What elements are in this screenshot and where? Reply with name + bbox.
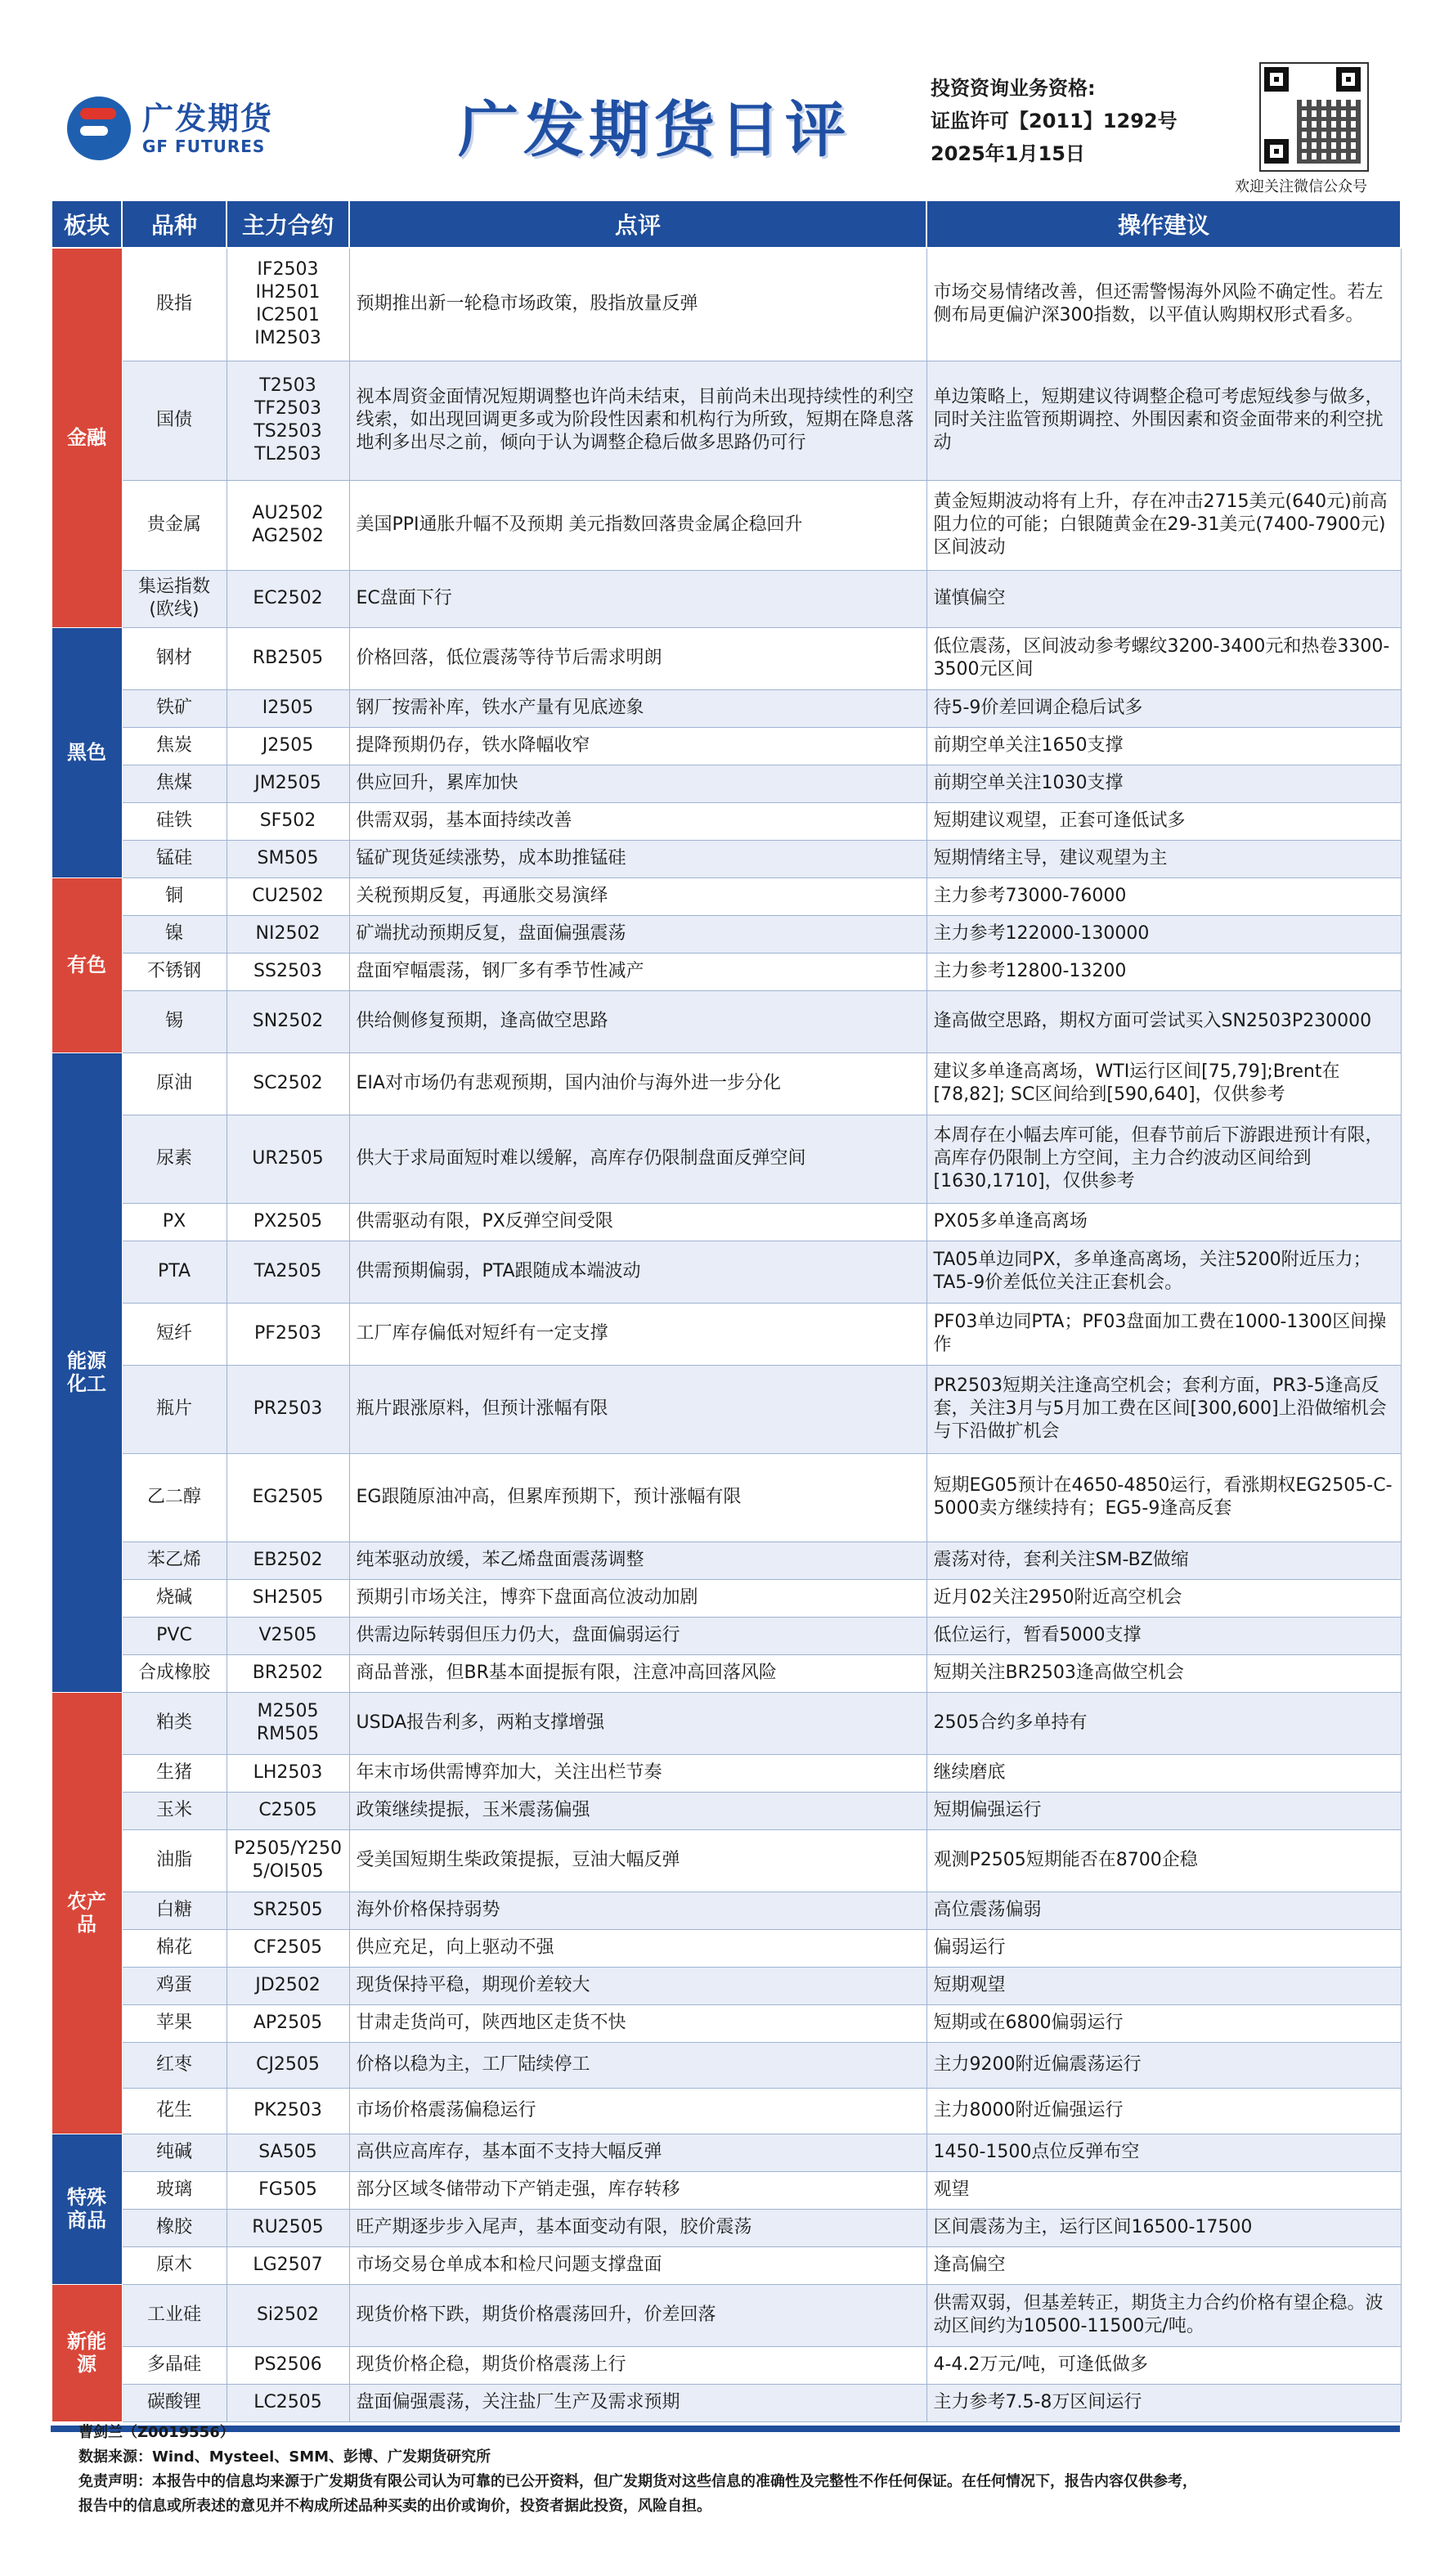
author: 曹剑兰（Z0019556） <box>79 2424 235 2441</box>
advice-cell: PX05多单逢高离场 <box>926 1203 1401 1241</box>
product-cell: 钢材 <box>122 627 227 689</box>
contract-cell: RU2505 <box>227 2209 349 2246</box>
product-cell: PVC <box>122 1617 227 1654</box>
header-comment: 点评 <box>349 200 926 248</box>
table-row <box>52 1453 1401 1542</box>
qr-code-icon <box>1259 62 1369 172</box>
advice-cell: 逢高偏空 <box>926 2246 1401 2284</box>
product-cell: 焦炭 <box>122 727 227 765</box>
advice-cell: PR2503短期关注逢高空机会；套利方面，PR3-5逢高反套，关注3月与5月加工费在区间[300,600]上沿做缩机会与下沿做扩机会 <box>926 1365 1401 1453</box>
comment-cell: EG跟随原油冲高，但累库预期下，预计涨幅有限 <box>349 1453 926 1542</box>
license-number: 证监许可【2011】1292号 <box>931 110 1178 132</box>
product-cell: 苯乙烯 <box>122 1542 227 1579</box>
comment-cell: 供大于求局面短时难以缓解，高库存仍限制盘面反弹空间 <box>349 1115 926 1203</box>
contract-cell: EC2502 <box>227 570 349 627</box>
qualification-info <box>931 72 1178 170</box>
contract-cell: CU2502 <box>227 877 349 915</box>
contract-cell: P2505/Y2505/OI505 <box>227 1829 349 1892</box>
table-row <box>52 765 1401 802</box>
contract-cell: CF2505 <box>227 1929 349 1967</box>
comment-cell: 现货保持平稳，期现价差较大 <box>349 1967 926 2004</box>
sector-label: 农产品 <box>52 1692 122 2134</box>
qualification-line: 投资资询业务资格: <box>931 77 1096 100</box>
report-date: 2025年1月15日 <box>931 142 1085 165</box>
comment-cell: 商品普涨，但BR基本面提振有限，注意冲高回落风险 <box>349 1654 926 1692</box>
product-cell: 铜 <box>122 877 227 915</box>
contract-cell: EB2502 <box>227 1542 349 1579</box>
advice-cell: 低位运行，暂看5000支撑 <box>926 1617 1401 1654</box>
product-cell: 粕类 <box>122 1692 227 1754</box>
product-cell: 鸡蛋 <box>122 1967 227 2004</box>
advice-cell: 短期情绪主导，建议观望为主 <box>926 840 1401 877</box>
table-row <box>52 802 1401 840</box>
table-row <box>52 1829 1401 1892</box>
advice-cell: 2505合约多单持有 <box>926 1692 1401 1754</box>
comment-cell: 价格回落，低位震荡等待节后需求明朗 <box>349 627 926 689</box>
comment-cell: USDA报告利多，两粕支撑增强 <box>349 1692 926 1754</box>
advice-cell: 供需双弱，但基差转正，期货主力合约价格有望企稳。波动区间约为10500-11500元/吨。 <box>926 2284 1401 2346</box>
comment-cell: 部分区域冬储带动下产销走强，库存转移 <box>349 2171 926 2209</box>
product-cell: 橡胶 <box>122 2209 227 2246</box>
table-row <box>52 361 1401 480</box>
product-cell: 玻璃 <box>122 2171 227 2209</box>
advice-cell: 本周存在小幅去库可能，但春节前后下游跟进预计有限，高库存仍限制上方空间，主力合约波动区间给到[1630,1710]，仅供参考 <box>926 1115 1401 1203</box>
product-cell: 锡 <box>122 990 227 1052</box>
product-cell: 生猪 <box>122 1754 227 1792</box>
contract-cell: SR2505 <box>227 1892 349 1929</box>
product-cell: 苹果 <box>122 2004 227 2042</box>
table-row <box>52 2004 1401 2042</box>
contract-cell: JM2505 <box>227 765 349 802</box>
comment-cell: 关税预期反复，再通胀交易演绎 <box>349 877 926 915</box>
advice-cell: 黄金短期波动将有上升，存在冲击2715美元(640元)前高阻力位的可能；白银随黄金在29-31美元(7400-7900元)区间波动 <box>926 480 1401 570</box>
advice-cell: 4-4.2万元/吨，可逢低做多 <box>926 2346 1401 2384</box>
qr-caption: 欢迎关注微信公众号 <box>1235 178 1367 195</box>
table-row <box>52 1929 1401 1967</box>
advice-cell: PF03单边同PTA；PF03盘面加工费在1000-1300区间操作 <box>926 1303 1401 1365</box>
contract-cell: AU2502 AG2502 <box>227 480 349 570</box>
advice-cell: 主力9200附近偏震荡运行 <box>926 2042 1401 2088</box>
contract-cell: M2505 RM505 <box>227 1692 349 1754</box>
table-row <box>52 2246 1401 2284</box>
comment-cell: 供需驱动有限，PX反弹空间受限 <box>349 1203 926 1241</box>
product-cell: 国债 <box>122 361 227 480</box>
table-row <box>52 1365 1401 1453</box>
contract-cell: PS2506 <box>227 2346 349 2384</box>
table-row <box>52 627 1401 689</box>
comment-cell: 供应回升，累库加快 <box>349 765 926 802</box>
product-cell: 碳酸锂 <box>122 2384 227 2421</box>
table-row <box>52 877 1401 915</box>
product-cell: 棉花 <box>122 1929 227 1967</box>
table-row <box>52 2346 1401 2384</box>
contract-cell: PX2505 <box>227 1203 349 1241</box>
product-cell: 花生 <box>122 2088 227 2134</box>
comment-cell: 视本周资金面情况短期调整也许尚未结束，目前尚未出现持续性的利空线索，如出现回调更多或为阶段性因素和机构行为所致，短期在降息落地利多出尽之前，倾向于认为调整企稳后做多思路仍可行 <box>349 361 926 480</box>
product-cell: 工业硅 <box>122 2284 227 2346</box>
contract-cell: LG2507 <box>227 2246 349 2284</box>
advice-cell: 低位震荡，区间波动参考螺纹3200-3400元和热卷3300-3500元区间 <box>926 627 1401 689</box>
comment-cell: 年末市场供需博弈加大，关注出栏节奏 <box>349 1754 926 1792</box>
comment-cell: 现货价格下跌，期货价格震荡回升，价差回落 <box>349 2284 926 2346</box>
product-cell: 硅铁 <box>122 802 227 840</box>
contract-cell: AP2505 <box>227 2004 349 2042</box>
comment-cell: 预期推出新一轮稳市场政策，股指放量反弹 <box>349 248 926 361</box>
contract-cell: UR2505 <box>227 1115 349 1203</box>
advice-cell: 逢高做空思路，期权方面可尝试买入SN2503P230000 <box>926 990 1401 1052</box>
advice-cell: 短期EG05预计在4650-4850运行，看涨期权EG2505-C-5000卖方继续持有；EG5-9逢高反套 <box>926 1453 1401 1542</box>
product-cell: 合成橡胶 <box>122 1654 227 1692</box>
comment-cell: 受美国短期生柴政策提振，豆油大幅反弹 <box>349 1829 926 1892</box>
comment-cell: 钢厂按需补库，铁水产量有见底迹象 <box>349 689 926 727</box>
table-row <box>52 840 1401 877</box>
contract-cell: C2505 <box>227 1792 349 1829</box>
table-row <box>52 1967 1401 2004</box>
table-row <box>52 1692 1401 1754</box>
table-row <box>52 990 1401 1052</box>
advice-cell: 前期空单关注1030支撑 <box>926 765 1401 802</box>
advice-cell: 近月02关注2950附近高空机会 <box>926 1579 1401 1617</box>
comment-cell: 供需边际转弱但压力仍大，盘面偏弱运行 <box>349 1617 926 1654</box>
table-row <box>52 2384 1401 2421</box>
comment-cell: 提降预期仍存，铁水降幅收窄 <box>349 727 926 765</box>
advice-cell: 主力参考12800-13200 <box>926 953 1401 990</box>
contract-cell: CJ2505 <box>227 2042 349 2088</box>
advice-cell: 单边策略上，短期建议待调整企稳可考虑短线参与做多，同时关注监管预期调控、外围因素和资金面带来的利空扰动 <box>926 361 1401 480</box>
product-cell: 多晶硅 <box>122 2346 227 2384</box>
header-contract: 主力合约 <box>227 200 349 248</box>
contract-cell: T2503 TF2503 TS2503 TL2503 <box>227 361 349 480</box>
page-title: 广发期货日评 <box>458 95 850 165</box>
comment-cell: 美国PPI通胀升幅不及预期 美元指数回落贵金属企稳回升 <box>349 480 926 570</box>
product-cell: 白糖 <box>122 1892 227 1929</box>
table-row <box>52 1654 1401 1692</box>
product-cell: 短纤 <box>122 1303 227 1365</box>
product-cell: 纯碱 <box>122 2134 227 2171</box>
contract-cell: SM505 <box>227 840 349 877</box>
table-row <box>52 1542 1401 1579</box>
product-cell: PTA <box>122 1241 227 1303</box>
product-cell: 不锈钢 <box>122 953 227 990</box>
comment-cell: 市场价格震荡偏稳运行 <box>349 2088 926 2134</box>
disclaimer-line-1: 免责声明：本报告中的信息均来源于广发期货有限公司认为可靠的已公开资料，但广发期货对这些信息的准确性及完整性不作任何保证。在任何情况下，报告内容仅供参考， <box>79 2473 1197 2490</box>
advice-cell: 短期观望 <box>926 1967 1401 2004</box>
product-cell: 乙二醇 <box>122 1453 227 1542</box>
contract-cell: LH2503 <box>227 1754 349 1792</box>
advice-cell: 市场交易情绪改善，但还需警惕海外风险不确定性。若左侧布局更偏沪深300指数，以平值认购期权形式看多。 <box>926 248 1401 361</box>
comment-cell: 政策继续提振，玉米震荡偏强 <box>349 1792 926 1829</box>
table-row <box>52 915 1401 953</box>
product-cell: PX <box>122 1203 227 1241</box>
comment-cell: 海外价格保持弱势 <box>349 1892 926 1929</box>
product-cell: 集运指数 (欧线) <box>122 570 227 627</box>
comment-cell: 预期引市场关注，博弈下盘面高位波动加剧 <box>349 1579 926 1617</box>
comment-cell: 高供应高库存，基本面不支持大幅反弹 <box>349 2134 926 2171</box>
sector-label: 金融 <box>52 248 122 627</box>
comment-cell: 供需预期偏弱，PTA跟随成本端波动 <box>349 1241 926 1303</box>
sector-label: 有色 <box>52 877 122 1052</box>
table-row <box>52 2134 1401 2171</box>
contract-cell: FG505 <box>227 2171 349 2209</box>
table-row <box>52 248 1401 361</box>
comment-cell: 盘面窄幅震荡，钢厂多有季节性减产 <box>349 953 926 990</box>
data-source: 数据来源：Wind、Mysteel、SMM、彭博、广发期货研究所 <box>79 2448 491 2466</box>
advice-cell: 谨慎偏空 <box>926 570 1401 627</box>
comment-cell: 现货价格企稳，期货价格震荡上行 <box>349 2346 926 2384</box>
logo-english-name: GF FUTURES <box>142 137 266 156</box>
sector-label: 能源 化工 <box>52 1052 122 1692</box>
table-row <box>52 727 1401 765</box>
table-row <box>52 1754 1401 1792</box>
contract-cell: SF502 <box>227 802 349 840</box>
product-cell: 焦煤 <box>122 765 227 802</box>
comment-cell: EC盘面下行 <box>349 570 926 627</box>
contract-cell: LC2505 <box>227 2384 349 2421</box>
comment-cell: 工厂库存偏低对短纤有一定支撑 <box>349 1303 926 1365</box>
comment-cell: 价格以稳为主，工厂陆续停工 <box>349 2042 926 2088</box>
product-cell: 尿素 <box>122 1115 227 1203</box>
disclaimer-line-2: 报告中的信息或所表述的意见并不构成所述品种买卖的出价或询价，投资者据此投资，风险自担。 <box>79 2497 711 2515</box>
sector-label: 黑色 <box>52 627 122 877</box>
report-header <box>0 0 1449 196</box>
product-cell: 原木 <box>122 2246 227 2284</box>
contract-cell: NI2502 <box>227 915 349 953</box>
advice-cell: 建议多单逢高离场，WTI运行区间[75,79];Brent在[78,82]; SC区间给到[590,640]，仅供参考 <box>926 1052 1401 1115</box>
product-cell: 铁矿 <box>122 689 227 727</box>
table-row <box>52 2042 1401 2088</box>
advice-cell: 高位震荡偏弱 <box>926 1892 1401 1929</box>
logo-chinese-name: 广发期货 <box>142 101 274 137</box>
table-row <box>52 689 1401 727</box>
header-sector: 板块 <box>52 200 122 248</box>
advice-cell: 主力参考122000-130000 <box>926 915 1401 953</box>
contract-cell: SC2502 <box>227 1052 349 1115</box>
advice-cell: 继续磨底 <box>926 1754 1401 1792</box>
contract-cell: JD2502 <box>227 1967 349 2004</box>
advice-cell: 短期或在6800偏弱运行 <box>926 2004 1401 2042</box>
table-row <box>52 953 1401 990</box>
comment-cell: 矿端扰动预期反复，盘面偏强震荡 <box>349 915 926 953</box>
comment-cell: 盘面偏强震荡，关注盐厂生产及需求预期 <box>349 2384 926 2421</box>
comment-cell: 供应充足，向上驱动不强 <box>349 1929 926 1967</box>
comment-cell: EIA对市场仍有悲观预期，国内油价与海外进一步分化 <box>349 1052 926 1115</box>
contract-cell: BR2502 <box>227 1654 349 1692</box>
table-row <box>52 1579 1401 1617</box>
advice-cell: 主力8000附近偏强运行 <box>926 2088 1401 2134</box>
table-row <box>52 480 1401 570</box>
advice-cell: 区间震荡为主，运行区间16500-17500 <box>926 2209 1401 2246</box>
table-row <box>52 1303 1401 1365</box>
advice-cell: 前期空单关注1650支撑 <box>926 727 1401 765</box>
report-footer <box>79 2421 1387 2519</box>
contract-cell: SS2503 <box>227 953 349 990</box>
advice-cell: 待5-9价差回调企稳后试多 <box>926 689 1401 727</box>
advice-cell: 观测P2505短期能否在8700企稳 <box>926 1829 1401 1892</box>
comment-cell: 供给侧修复预期，逢高做空思路 <box>349 990 926 1052</box>
table-row <box>52 2171 1401 2209</box>
sector-label: 新能源 <box>52 2284 122 2421</box>
product-cell: 贵金属 <box>122 480 227 570</box>
contract-cell: Si2502 <box>227 2284 349 2346</box>
contract-cell: PK2503 <box>227 2088 349 2134</box>
comment-cell: 纯苯驱动放缓，苯乙烯盘面震荡调整 <box>349 1542 926 1579</box>
contract-cell: RB2505 <box>227 627 349 689</box>
product-cell: 瓶片 <box>122 1365 227 1453</box>
contract-cell: TA2505 <box>227 1241 349 1303</box>
contract-cell: PR2503 <box>227 1365 349 1453</box>
table-row <box>52 2284 1401 2346</box>
advice-cell: 1450-1500点位反弹布空 <box>926 2134 1401 2171</box>
table-row <box>52 1892 1401 1929</box>
advice-cell: 主力参考73000-76000 <box>926 877 1401 915</box>
product-cell: 玉米 <box>122 1792 227 1829</box>
comment-cell: 锰矿现货延续涨势，成本助推锰硅 <box>349 840 926 877</box>
product-cell: 镍 <box>122 915 227 953</box>
table-row <box>52 1203 1401 1241</box>
table-row <box>52 1052 1401 1115</box>
company-logo <box>67 96 273 160</box>
contract-cell: J2505 <box>227 727 349 765</box>
advice-cell: 偏弱运行 <box>926 1929 1401 1967</box>
advice-cell: 主力参考7.5-8万区间运行 <box>926 2384 1401 2421</box>
contract-cell: SN2502 <box>227 990 349 1052</box>
gf-logo-icon <box>67 96 131 160</box>
contract-cell: V2505 <box>227 1617 349 1654</box>
advice-cell: 短期偏强运行 <box>926 1792 1401 1829</box>
contract-cell: EG2505 <box>227 1453 349 1542</box>
product-cell: 红枣 <box>122 2042 227 2088</box>
comment-cell: 旺产期逐步步入尾声，基本面变动有限，胶价震荡 <box>349 2209 926 2246</box>
contract-cell: SH2505 <box>227 1579 349 1617</box>
table-row <box>52 2088 1401 2134</box>
product-cell: 油脂 <box>122 1829 227 1892</box>
sector-label: 特殊 商品 <box>52 2134 122 2284</box>
comment-cell: 供需双弱，基本面持续改善 <box>349 802 926 840</box>
advice-cell: 观望 <box>926 2171 1401 2209</box>
product-cell: 股指 <box>122 248 227 361</box>
contract-cell: IF2503 IH2501 IC2501 IM2503 <box>227 248 349 361</box>
header-advice: 操作建议 <box>926 200 1401 248</box>
advice-cell: 短期建议观望，正套可逢低试多 <box>926 802 1401 840</box>
advice-cell: TA05单边同PX，多单逢高离场，关注5200附近压力；TA5-9价差低位关注正套机会。 <box>926 1241 1401 1303</box>
contract-cell: PF2503 <box>227 1303 349 1365</box>
comment-cell: 瓶片跟涨原料，但预计涨幅有限 <box>349 1365 926 1453</box>
advice-cell: 震荡对待，套利关注SM-BZ做缩 <box>926 1542 1401 1579</box>
table-row <box>52 1617 1401 1654</box>
header-product: 品种 <box>122 200 227 248</box>
daily-review-table <box>51 200 1402 2422</box>
contract-cell: SA505 <box>227 2134 349 2171</box>
product-cell: 烧碱 <box>122 1579 227 1617</box>
advice-cell: 短期关注BR2503逢高做空机会 <box>926 1654 1401 1692</box>
table-row <box>52 570 1401 627</box>
product-cell: 锰硅 <box>122 840 227 877</box>
table-row <box>52 1115 1401 1203</box>
comment-cell: 市场交易仓单成本和检尺问题支撑盘面 <box>349 2246 926 2284</box>
contract-cell: I2505 <box>227 689 349 727</box>
comment-cell: 甘肃走货尚可，陕西地区走货不快 <box>349 2004 926 2042</box>
product-cell: 原油 <box>122 1052 227 1115</box>
table-header-row <box>52 200 1401 248</box>
table-row <box>52 1241 1401 1303</box>
table-row <box>52 1792 1401 1829</box>
table-row <box>52 2209 1401 2246</box>
